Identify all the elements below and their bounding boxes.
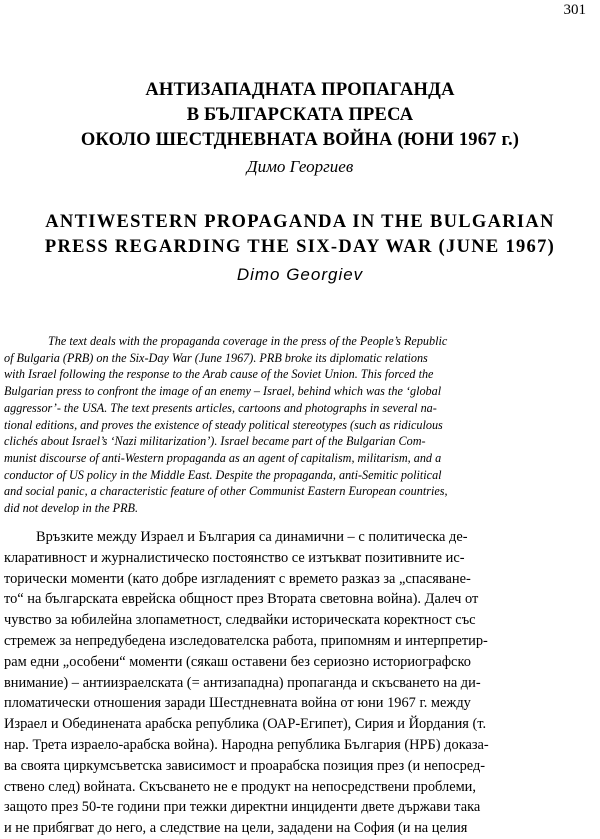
abstract-line: did not develop in the PRB.	[4, 501, 139, 516]
english-author: Dimo Georgiev	[236, 265, 364, 284]
body-line: и не прибягват до него, а следствие на цели, зададени на София (и на целия	[4, 820, 468, 837]
abstract-line: with Israel following the response to the Arab cause of the Soviet Union. This forced the	[4, 367, 434, 382]
abstract-line: aggressor’- the USA. The text presents articles, cartoons and photographs in several na-	[4, 400, 437, 415]
body-line: стремеж за непредубедена изследователска работа, припомням и интерпретир-	[4, 632, 488, 649]
bulgarian-author: Димо Георгиев	[246, 157, 354, 176]
body-line: Израел и Обединената арабска република (ОАР-Египет), Сирия и Йордания (т.	[4, 716, 487, 733]
english-title-line: ANTIWESTERN PROPAGANDA IN THE BULGARIAN	[45, 212, 555, 232]
page-number: 301	[563, 2, 586, 18]
body-line: нар. Трета израело-арабска война). Народна република България (НРБ) доказа-	[4, 736, 489, 753]
body-line: пломатически отношения заради Шестдневната война от юни 1967 г. между	[4, 695, 471, 712]
abstract-line: tional editions, and proves the existence of steady political stereotypes (such as ridiculous	[4, 417, 443, 432]
english-title-line: PRESS REGARDING THE SIX-DAY WAR (JUNE 1967)	[44, 237, 556, 257]
abstract-line: clichés about Israel’s ‘Nazi militarization’). Israel became part of the Bulgarian Com-	[4, 434, 426, 449]
abstract-line: Bulgarian press to confront the image of an enemy – Israel, behind which was the ‘global	[4, 384, 442, 399]
bulgarian-title-line: АНТИЗАПАДНАТА ПРОПАГАНДА	[145, 80, 455, 100]
abstract-line: of Bulgaria (PRB) on the Six-Day War (June 1967). PRB broke its diplomatic relations	[4, 350, 428, 365]
abstract	[0, 333, 600, 517]
body-line: ва своята циркумсъветска зависимост и проарабска позиция през (и непосред-	[4, 757, 486, 774]
abstract-line: munist discourse of anti-Western propaganda as an agent of capitalism, militarism, and a	[4, 450, 442, 465]
body-line: кларативност и журналистическо постоянство се изтъкват позитивните ис-	[4, 549, 465, 566]
abstract-line: The text deals with the propaganda coverage in the press of the People’s Republic	[48, 334, 448, 348]
body-line: ствено след) войната. Скъсването не е продукт на непосредствени проблеми,	[4, 778, 476, 795]
bulgarian-title-line: В БЪЛГАРСКАТА ПРЕСА	[186, 105, 414, 125]
body-line: торически моменти (като добре изгладеният с времето разказ за „спасяване-	[4, 570, 471, 587]
body-line: защото през 50-те години при тежки директни инциденти двете държави така	[4, 799, 481, 816]
body-line: Връзките между Израел и България са динамични – с политическа де-	[36, 529, 468, 545]
bulgarian-title	[0, 78, 600, 153]
bulgarian-title-line: ОКОЛО ШЕСТДНЕВНАТА ВОЙНА (ЮНИ 1967 г.)	[80, 130, 520, 150]
body-line: рам едни „особени“ моменти (сякаш оставени без сериозно историографско	[4, 653, 471, 670]
body-line: внимание) – антиизраелската (= антизападна) пропаганда и скъсването на ди-	[4, 674, 481, 691]
body-line: то“ на българската еврейска общност през Втората световна война). Далеч от	[4, 591, 479, 608]
body-paragraph	[0, 527, 600, 839]
abstract-line: conductor of US policy in the Middle East. Despite the propaganda, anti-Semitic political	[4, 467, 442, 482]
english-title	[0, 210, 600, 260]
body-line: чувство за юбилейна злопаметност, следвайки историческата коректност със	[4, 612, 476, 629]
abstract-line: and social panic, a characteristic feature of other Communist Eastern European countries,	[4, 484, 448, 499]
